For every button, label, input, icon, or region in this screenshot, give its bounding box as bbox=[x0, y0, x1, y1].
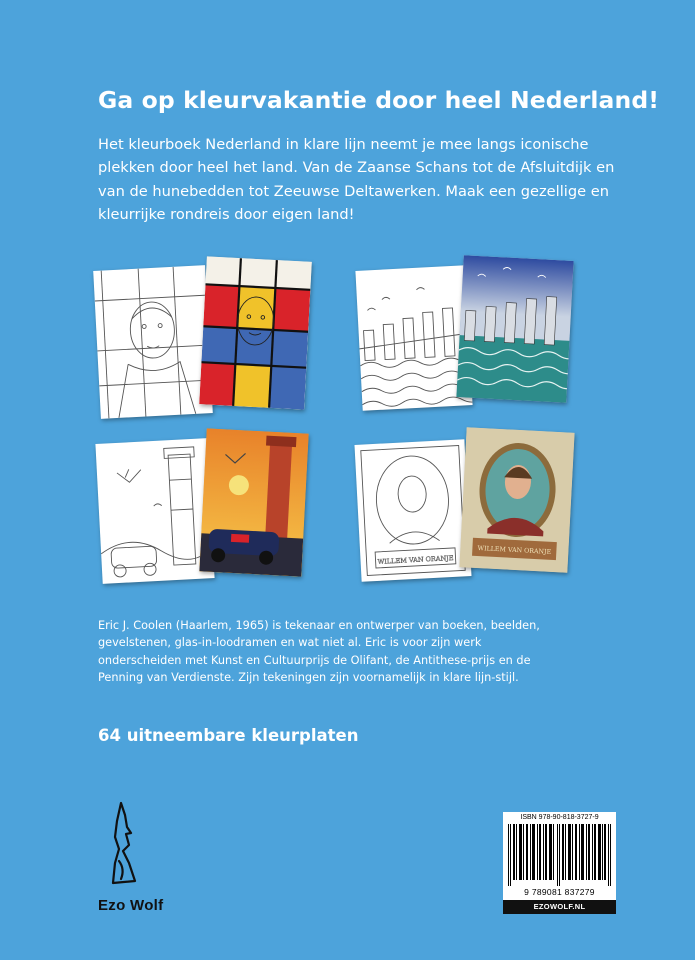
portrait-left-caption: WILLEM VAN ORANJE bbox=[377, 553, 454, 566]
wolf-howling-icon bbox=[107, 801, 139, 887]
author-bio: Eric J. Coolen (Haarlem, 1965) is tekenaar en ontwerper van boeken, beelden, gevelstenen, glas-in-loodramen en wat niet al. Eric is voor zijn werk onderscheiden met Kunst en Cultuurprijs de Olifant, de Antithese-prijs en de Penning van Verdienste. Zijn tekeningen zijn voornamelijk in klare lijn-stijl. bbox=[98, 619, 540, 684]
barcode-digits: 9 789081 837279 bbox=[524, 887, 595, 897]
plates-subhead: 64 uitneembare kleurplaten bbox=[98, 726, 359, 745]
deltawerken-lineart bbox=[355, 265, 472, 411]
mondrian-portrait-lineart bbox=[93, 265, 213, 419]
willem-portrait-lineart bbox=[354, 439, 471, 582]
barcode-bars bbox=[508, 824, 611, 886]
portrait-right-caption: WILLEM VAN ORANJE bbox=[477, 545, 552, 556]
headline: Ga op kleurvakantie door heel Nederland! bbox=[98, 86, 660, 114]
publisher-name: Ezo Wolf bbox=[98, 897, 164, 914]
intro-paragraph: Het kleurboek Nederland in klare lijn neemt je mee langs iconische plekken door heel het land. Van de Zaanse Schans tot de Afsluitdijk en van de hunebedden tot Zeeuwse Deltawerken. Maak een gezellige en kleurrijke rondreis door eigen land! bbox=[98, 136, 615, 223]
barcode-block bbox=[503, 812, 616, 914]
website-label: EZOWOLF.NL bbox=[503, 900, 616, 914]
zandvoort-colored bbox=[199, 428, 308, 576]
isbn-number: ISBN 978-90-818-3727-9 bbox=[520, 814, 599, 821]
willem-portrait-colored bbox=[459, 427, 574, 572]
mondrian-portrait-colored bbox=[199, 256, 312, 409]
zandvoort-lineart bbox=[95, 438, 214, 584]
deltawerken-colored bbox=[456, 255, 573, 403]
